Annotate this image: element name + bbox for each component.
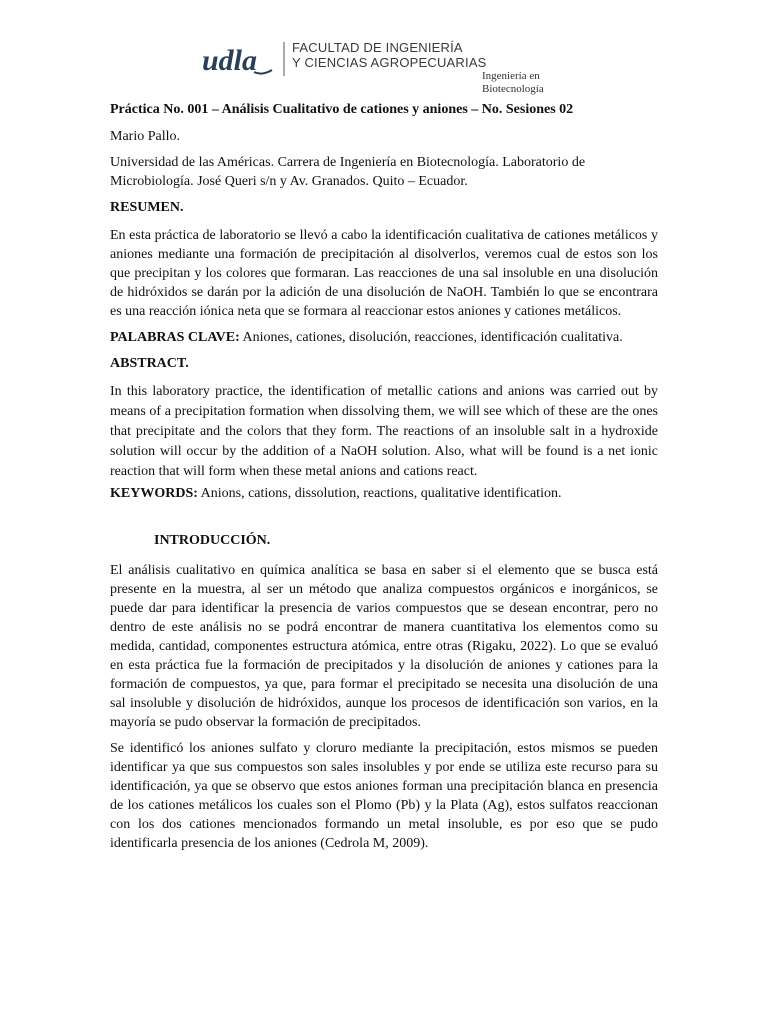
palabras-clave-text: Aniones, cationes, disolución, reacciones, identificación cualitativa.	[239, 330, 623, 345]
faculty-line-1: FACULTAD DE INGENIERÍA	[292, 40, 463, 55]
keywords-text: Anions, cations, dissolution, reactions, qualitative identification.	[197, 486, 562, 501]
intro-heading: INTRODUCCIÓN.	[154, 533, 271, 548]
resumen-heading: RESUMEN.	[110, 200, 184, 215]
faculty-name	[292, 40, 487, 70]
abstract-heading: ABSTRACT.	[110, 356, 189, 371]
resumen-text: En esta práctica de laboratorio se llevó a cabo la identificación cualitativa de cationes metálicos y aniones mediante una formación de precipitación al disolverlos, veremos cual de estos son los que precipitan y los colores que formaran. Las reacciones de una sal insoluble en una disolución de hidróxidos se darán por la adición de una disolución de NaOH. También lo que se encontrara es una reacción iónica neta que se formara al reaccionar estos aniones y cationes metálicos.	[110, 228, 658, 319]
svg-text:udla: udla	[202, 44, 258, 77]
keywords-label: KEYWORDS:	[110, 486, 198, 501]
program-line-2: Biotecnología	[482, 83, 544, 95]
palabras-clave	[110, 328, 658, 347]
program-name	[482, 70, 544, 96]
document-title: Práctica No. 001 – Análisis Cualitativo de cationes y aniones – No. Sesiones 02	[110, 102, 574, 117]
author: Mario Pallo.	[110, 129, 180, 144]
faculty-line-2: Y CIENCIAS AGROPECUARIAS	[292, 55, 487, 70]
program-line-1: Ingeniería en	[482, 70, 540, 82]
intro-paragraph-2: Se identificó los aniones sulfato y cloruro mediante la precipitación, estos mismos se pueden identificar ya que sus compuestos son sales insolubles y por ende se utiliza este recurso para su identificación, ya que se observo que estos aniones forman una precipitación blanca en presencia de los cationes metálicos los cuales son el Plomo (Pb) y la Plata (Ag), estos sulfatos reaccionan con los dos cationes mencionados formando un metal insoluble, es por eso que se pudo identificarla presencia de los aniones (Cedrola M, 2009).	[110, 741, 658, 851]
keywords	[110, 484, 658, 503]
intro-paragraph-1: El análisis cualitativo en química analítica se basa en saber si el elemento que se busca está presente en la muestra, al ser un método que analiza compuestos orgánicos e inorgánicos, se puede dar para identificar la presencia de varios compuestos que se desean encontrar, pero no dentro de este análisis no se podrá encontrar de manera cuantitativa los elementos como su medida, cantidad, componentes estructura atómica, entre otras (Rigaku, 2022). Lo que se evaluó en esta práctica fue la formación de precipitados y la disolución de aniones y cationes para la formación de compuestos, ya que, para formar el precipitado se necesita una disolución de una sal insoluble y disolución de hidróxidos, aunque los procesos de identificación son varios, en la mayoría se pudo observar la formación de precipitados.	[110, 563, 658, 730]
palabras-clave-label: PALABRAS CLAVE:	[110, 330, 240, 345]
abstract-text: In this laboratory practice, the identification of metallic cations and anions was carried out by means of a precipitation formation when dissolving them, we will see which of these are the ones that precipitate and the colors that they form. The reactions of an insoluble salt in a hydroxide solution will occur by the addition of a NaOH solution. Also, what will be found is a net ionic reaction that will form when these metal anions and cations react.	[110, 384, 658, 479]
document-body	[110, 100, 658, 860]
affiliation: Universidad de las Américas. Carrera de Ingeniería en Biotecnología. Laboratorio de Microbiología. José Queri s/n y Av. Granados. Quito – Ecuador.	[110, 155, 586, 189]
